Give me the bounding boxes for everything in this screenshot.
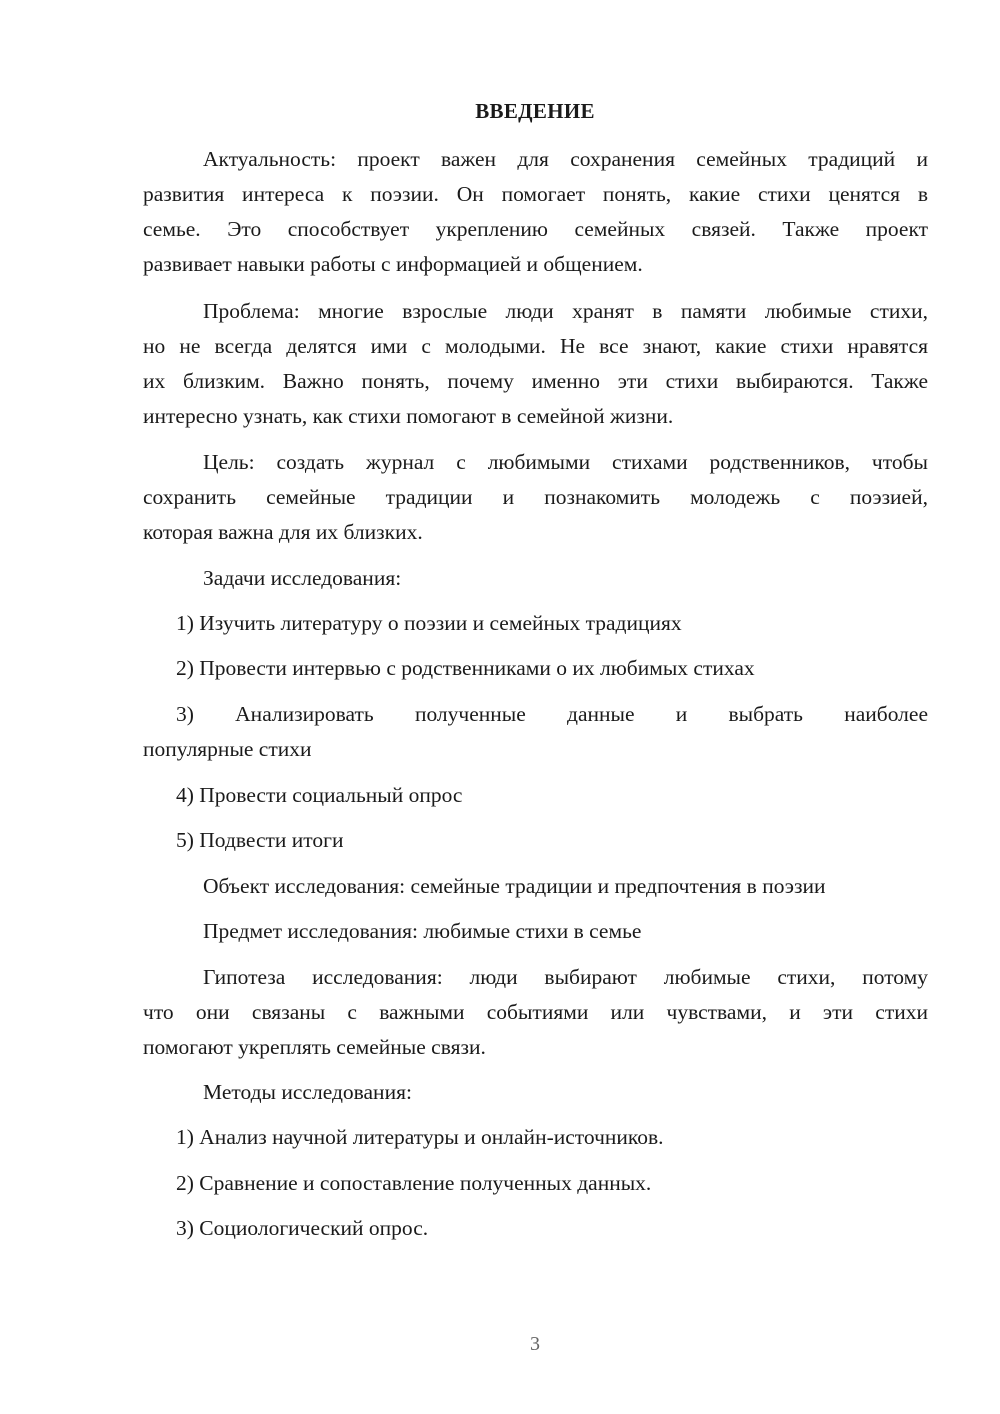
- relevance-paragraph: [143, 142, 928, 282]
- problem-paragraph: [143, 294, 928, 434]
- list-item: 3) Анализировать полученные данные и выбрать наиболее: [176, 702, 928, 726]
- paragraph-line: Актуальность: проект важен для сохранения семейных традиций и: [203, 147, 928, 171]
- list-item: 4) Провести социальный опрос: [176, 783, 463, 807]
- paragraph-line: сохранить семейные традиции и познакомить молодежь с поэзией,: [143, 485, 928, 509]
- methods-list-item: [143, 1211, 928, 1246]
- methods-list-item: [143, 1120, 928, 1155]
- list-item: 1) Изучить литературу о поэзии и семейных традициях: [176, 611, 682, 635]
- list-item: 5) Подвести итоги: [176, 828, 344, 852]
- paragraph-line: Предмет исследования: любимые стихи в семье: [203, 919, 642, 943]
- paragraph-line: Проблема: многие взрослые люди хранят в памяти любимые стихи,: [203, 299, 928, 323]
- list-item-continuation: популярные стихи: [143, 737, 312, 761]
- tasks-list-item: [143, 823, 928, 858]
- list-item: 1) Анализ научной литературы и онлайн-источников.: [176, 1125, 664, 1149]
- goal-paragraph: [143, 445, 928, 550]
- list-item: 2) Провести интервью с родственниками о их любимых стихах: [176, 656, 755, 680]
- paragraph-line: Цель: создать журнал с любимыми стихами родственников, чтобы: [203, 450, 928, 474]
- paragraph-line: развивает навыки работы с информацией и общением.: [143, 252, 643, 276]
- tasks-list-item: [143, 651, 928, 686]
- object-paragraph: [143, 869, 928, 904]
- paragraph-line: развития интереса к поэзии. Он помогает понять, какие стихи ценятся в: [143, 182, 928, 206]
- tasks-list-item: [143, 697, 928, 767]
- hypothesis-paragraph: [143, 960, 928, 1065]
- paragraph-line: которая важна для их близких.: [143, 520, 423, 544]
- tasks-heading-text: Задачи исследования:: [203, 566, 402, 590]
- tasks-list-item: [143, 778, 928, 813]
- page-number: 3: [530, 1333, 540, 1355]
- paragraph-line: их близким. Важно понять, почему именно эти стихи выбираются. Также: [143, 369, 928, 393]
- list-item: 3) Социологический опрос.: [176, 1216, 429, 1240]
- methods-heading: [143, 1075, 928, 1110]
- list-item: 2) Сравнение и сопоставление полученных данных.: [176, 1171, 652, 1195]
- paragraph-line: помогают укреплять семейные связи.: [143, 1035, 486, 1059]
- section-title: ВВЕДЕНИЕ: [475, 99, 595, 123]
- methods-heading-text: Методы исследования:: [203, 1080, 412, 1104]
- subject-paragraph: [143, 914, 928, 949]
- tasks-list-item: [143, 606, 928, 641]
- paragraph-line: интересно узнать, как стихи помогают в семейной жизни.: [143, 404, 674, 428]
- paragraph-line: семье. Это способствует укреплению семейных связей. Также проект: [143, 217, 928, 241]
- paragraph-line: Гипотеза исследования: люди выбирают любимые стихи, потому: [203, 965, 928, 989]
- paragraph-line: но не всегда делятся ими с молодыми. Не все знают, какие стихи нравятся: [143, 334, 928, 358]
- methods-list-item: [143, 1166, 928, 1201]
- paragraph-line: что они связаны с важными событиями или чувствами, и эти стихи: [143, 1000, 928, 1024]
- tasks-heading: [143, 561, 928, 596]
- paragraph-line: Объект исследования: семейные традиции и предпочтения в поэзии: [203, 874, 826, 898]
